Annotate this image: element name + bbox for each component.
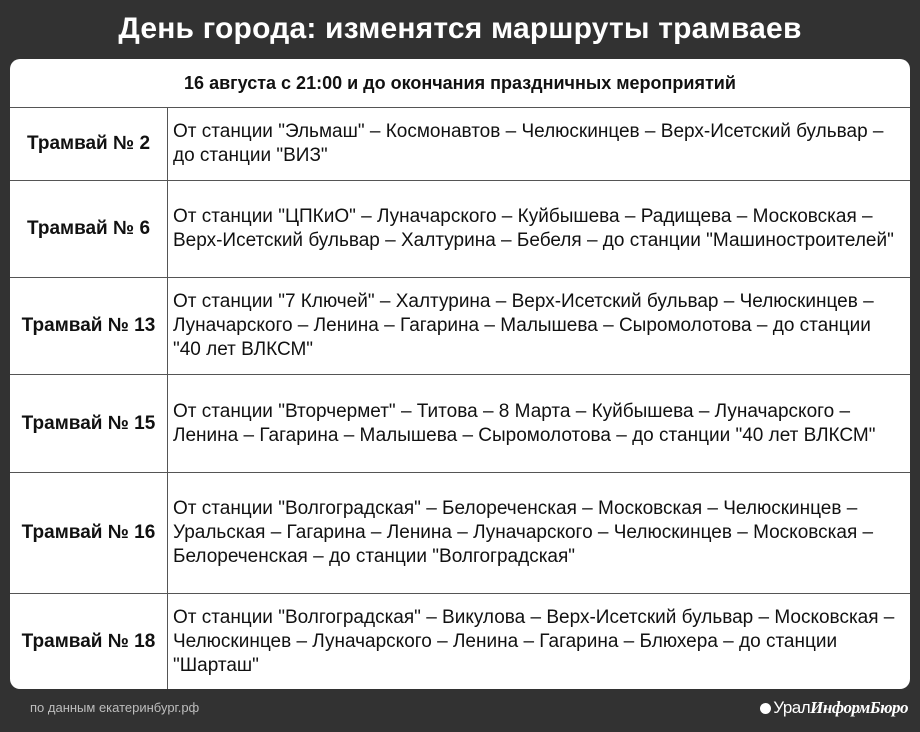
logo-text-informburo: ИнформБюро	[810, 698, 908, 717]
table-row	[10, 108, 910, 181]
page-title: День города: изменятся маршруты трамваев	[118, 12, 802, 45]
tram-name: Трамвай № 13	[10, 278, 168, 374]
tram-route: От станции "Волгоградская" – Белореченская – Московская – Челюскинцев – Уральская – Гагарина – Ленина – Луначарского – Челюскинцев – Московская – Белореченская – до станции "Волгоградская"	[173, 498, 874, 567]
tram-name: Трамвай № 16	[10, 473, 168, 593]
tram-route: От станции "Волгоградская" – Викулова – Верх-Исетский бульвар – Московская – Челюскинцев – Луначарского – Ленина – Гагарина – Блюхера – до станции "Шарташ"	[173, 607, 895, 676]
tram-name: Трамвай № 6	[10, 181, 168, 277]
tram-name: Трамвай № 2	[10, 108, 168, 180]
tram-route: От станции "Эльмаш" – Космонавтов – Челюскинцев – Верх-Исетский бульвар – до станции "ВИЗ"	[173, 121, 884, 166]
table-row	[10, 473, 910, 594]
brand-logo	[760, 698, 908, 718]
table-row	[10, 181, 910, 278]
table-row	[10, 375, 910, 473]
tram-name: Трамвай № 15	[10, 375, 168, 472]
tram-name: Трамвай № 18	[10, 594, 168, 689]
table-row	[10, 278, 910, 375]
routes-table	[10, 59, 910, 689]
tram-route: От станции "Вторчермет" – Титова – 8 Марта – Куйбышева – Луначарского – Ленина – Гагарина – Малышева – Сыромолотова – до станции "40 лет ВЛКСМ"	[173, 400, 876, 446]
source-note: по данным екатеринбург.рф	[30, 700, 200, 715]
tram-route: От станции "7 Ключей" – Халтурина – Верх-Исетский бульвар – Челюскинцев – Луначарского – Ленина – Гагарина – Малышева – Сыромолотова – до станции "40 лет ВЛКСМ"	[173, 291, 874, 360]
tram-route: От станции "ЦПКиО" – Луначарского – Куйбышева – Радищева – Московская – Верх-Исетский бульвар – Халтурина – Бебеля – до станции "Машиностроителей"	[173, 206, 894, 251]
logo-dot-icon	[760, 703, 771, 714]
table-row	[10, 594, 910, 689]
logo-text-ural: Урал	[773, 698, 811, 717]
table-subtitle: 16 августа с 21:00 и до окончания праздничных мероприятий	[10, 59, 910, 108]
